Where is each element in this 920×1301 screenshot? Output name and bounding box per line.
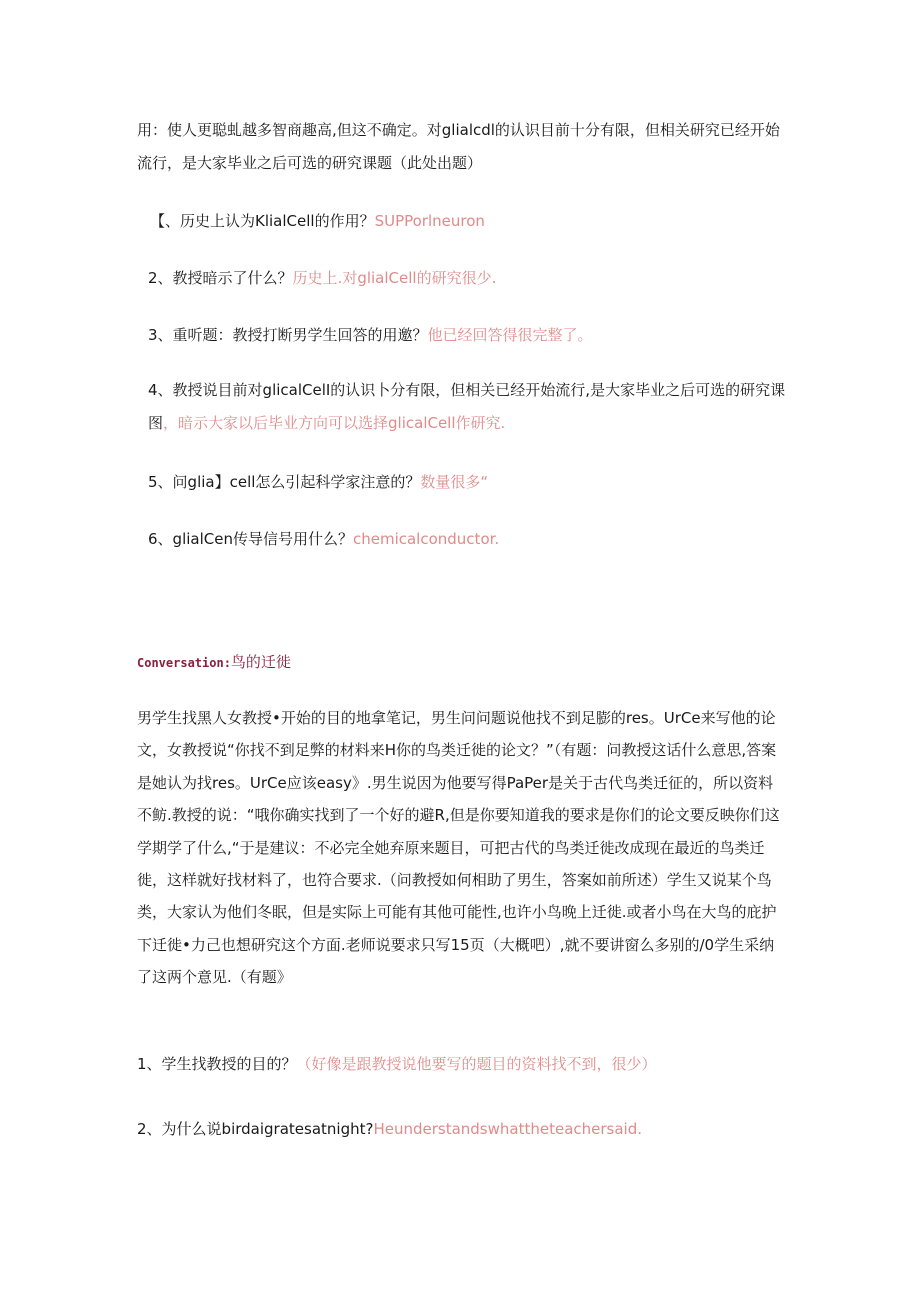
conversation-question-2	[137, 1113, 642, 1146]
question-5-text: 5、问glia】cell怎么引起科学家注意的？	[148, 473, 421, 491]
question-5	[148, 466, 488, 499]
question-3	[148, 319, 593, 352]
question-4	[148, 374, 788, 440]
conversation-question-1	[137, 1048, 657, 1081]
question-6	[148, 523, 499, 556]
conversation-question-2-text: 2、为什么说birdaigratesatnight?	[137, 1120, 374, 1138]
conversation-question-1-answer: （好像是跟教授说他要写的题目的资料找不到，很少）	[296, 1055, 657, 1073]
question-2-answer: 历史上.对glialCell的研究很少.	[292, 269, 497, 287]
question-1-answer: SUPPorlneuron	[374, 212, 485, 230]
question-3-answer: 他已经回答得很完整了。	[427, 326, 593, 344]
question-4-text: 4、教授说目前对glicalCelI的认识卜分有限，但相关已经开始流行,是大家毕业之后可选的研究课图	[148, 381, 786, 432]
conversation-heading	[137, 648, 291, 677]
question-2-text: 2、教授暗示了什么？	[148, 269, 293, 287]
conversation-question-1-text: 1、学生找教授的目的？	[137, 1055, 297, 1073]
conversation-title: 鸟的迁徙	[230, 653, 291, 671]
conversation-label: Conversation:	[137, 656, 231, 670]
question-3-text: 3、重听题：教授打断男学生回答的用邀？	[148, 326, 428, 344]
question-4-answer: ，暗示大家以后毕业方向可以选择glicalCell作研究.	[163, 414, 506, 432]
question-2	[148, 262, 496, 295]
intro-paragraph: 用：使人更聪虬越多智商趣高,但这不确定。对glialcdl的认识目前十分有限，但相关研究已经开始流行，是大家毕业之后可选的研究课题（此处出题）	[137, 121, 780, 172]
question-6-text: 6、glialCen传导信号用什么？	[148, 530, 353, 548]
question-6-answer: chemicalconductor.	[352, 530, 500, 548]
question-1	[150, 205, 485, 238]
question-1-text: 【、历史上认为KlialCell的作用？	[150, 212, 375, 230]
conversation-question-2-answer: Heunderstandswhattheteachersaid.	[373, 1120, 643, 1138]
conversation-body: 男学生找黑人女教授•开始的目的地拿笔记，男生问问题说他找不到足膨的res。UrCe来写他的论文，女教授说“你找不到足弊的材料来H你的鸟类迁徙的论文？”（有题：问教授这话什么意思,答案是她认为找res。UrCe应该easy》.男生说因为他要写得PaPer是关于古代鸟类迁征的，所以资料不鲂.教授的说：“哦你确实找到了一个好的避R,但是你要知道我的要求是你们的论文要反映你们这学期学了什么,“于是建议：不必完全她弃原来题目，可把古代的鸟类迁徙改成现在最近的鸟类迁徙，这样就好找材料了，也符合要求.（问教授如何相助了男生，答案如前所述）学生又说某个鸟类，大家认为他们冬眠，但是实际上可能有其他可能性,也许小鸟晚上迁徙.或者小鸟在大鸟的庇护下迁徙•力己也想研究这个方面.老师说要求只写15页（大概吧）,就不要讲窗么多别的/0学生采纳了这两个意见.（有题》	[137, 709, 780, 987]
question-5-answer: 数量很多“	[420, 473, 489, 491]
